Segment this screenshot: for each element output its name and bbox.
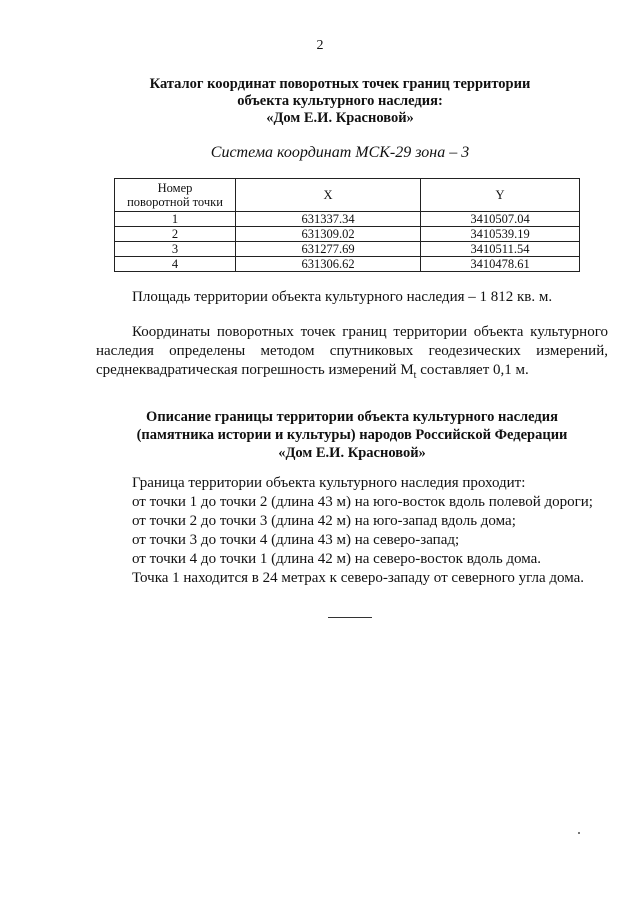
boundary-line: Граница территории объекта культурного наследия проходит: — [132, 475, 526, 491]
header-y: Y — [421, 179, 580, 212]
table-row — [115, 242, 580, 257]
boundary-line: от точки 2 до точки 3 (длина 42 м) на юго-запад вдоль дома; — [132, 513, 516, 529]
description-title — [96, 408, 608, 462]
cell-y: 3410507.04 — [421, 212, 580, 227]
cell-y: 3410539.19 — [421, 227, 580, 242]
description-title-line: (памятника истории и культуры) народов Российской Федерации — [136, 427, 568, 443]
header-point-line: поворотной точки — [127, 195, 223, 209]
catalog-title — [110, 76, 570, 127]
coordinate-system-caption: Система координат МСК-29 зона – 3 — [210, 144, 470, 161]
cell-x: 631309.02 — [236, 227, 421, 242]
end-divider — [328, 617, 372, 618]
table-row — [115, 227, 580, 242]
cell-point: 3 — [115, 242, 236, 257]
catalog-title-line: Каталог координат поворотных точек границ территории — [149, 76, 531, 92]
boundary-line: от точки 4 до точки 1 (длина 42 м) на северо-восток вдоль дома. — [132, 551, 542, 567]
boundary-line: Точка 1 находится в 24 метрах к северо-западу от северного угла дома. — [132, 570, 585, 586]
cell-y: 3410478.61 — [421, 257, 580, 272]
method-paragraph — [96, 323, 608, 385]
description-title-line: «Дом Е.И. Красновой» — [278, 445, 426, 461]
description-title-line: Описание границы территории объекта культурного наследия — [146, 409, 558, 425]
catalog-title-line: «Дом Е.И. Красновой» — [266, 110, 414, 126]
boundary-line: от точки 3 до точки 4 (длина 43 м) на северо-запад; — [132, 532, 460, 548]
page-number: 2 — [316, 38, 324, 53]
table-row — [115, 257, 580, 272]
area-paragraph: Площадь территории объекта культурного наследия – 1 812 кв. м. — [132, 289, 553, 305]
cell-y: 3410511.54 — [421, 242, 580, 257]
coordinates-table — [114, 178, 580, 272]
cell-x: 631337.34 — [236, 212, 421, 227]
cell-point: 4 — [115, 257, 236, 272]
method-subscript: t — [413, 370, 417, 381]
cell-point: 2 — [115, 227, 236, 242]
method-text-end: составляет 0,1 м. — [416, 362, 529, 378]
boundary-description — [96, 474, 608, 588]
cell-x: 631277.69 — [236, 242, 421, 257]
cell-x: 631306.62 — [236, 257, 421, 272]
table-row — [115, 212, 580, 227]
header-point-number — [115, 179, 236, 212]
scan-mark — [578, 832, 580, 834]
header-point-line: Номер — [157, 181, 193, 195]
table-header-row — [115, 179, 580, 212]
catalog-title-line: объекта культурного наследия: — [237, 93, 443, 109]
method-text: Координаты поворотных точек границ территории объекта культурного наследия определены методом спутниковых геодезических измерений, среднеквадратическая погрешность измерений M — [96, 324, 608, 378]
boundary-line: от точки 1 до точки 2 (длина 43 м) на юго-восток вдоль полевой дороги; — [132, 494, 593, 510]
cell-point: 1 — [115, 212, 236, 227]
header-x: X — [236, 179, 421, 212]
